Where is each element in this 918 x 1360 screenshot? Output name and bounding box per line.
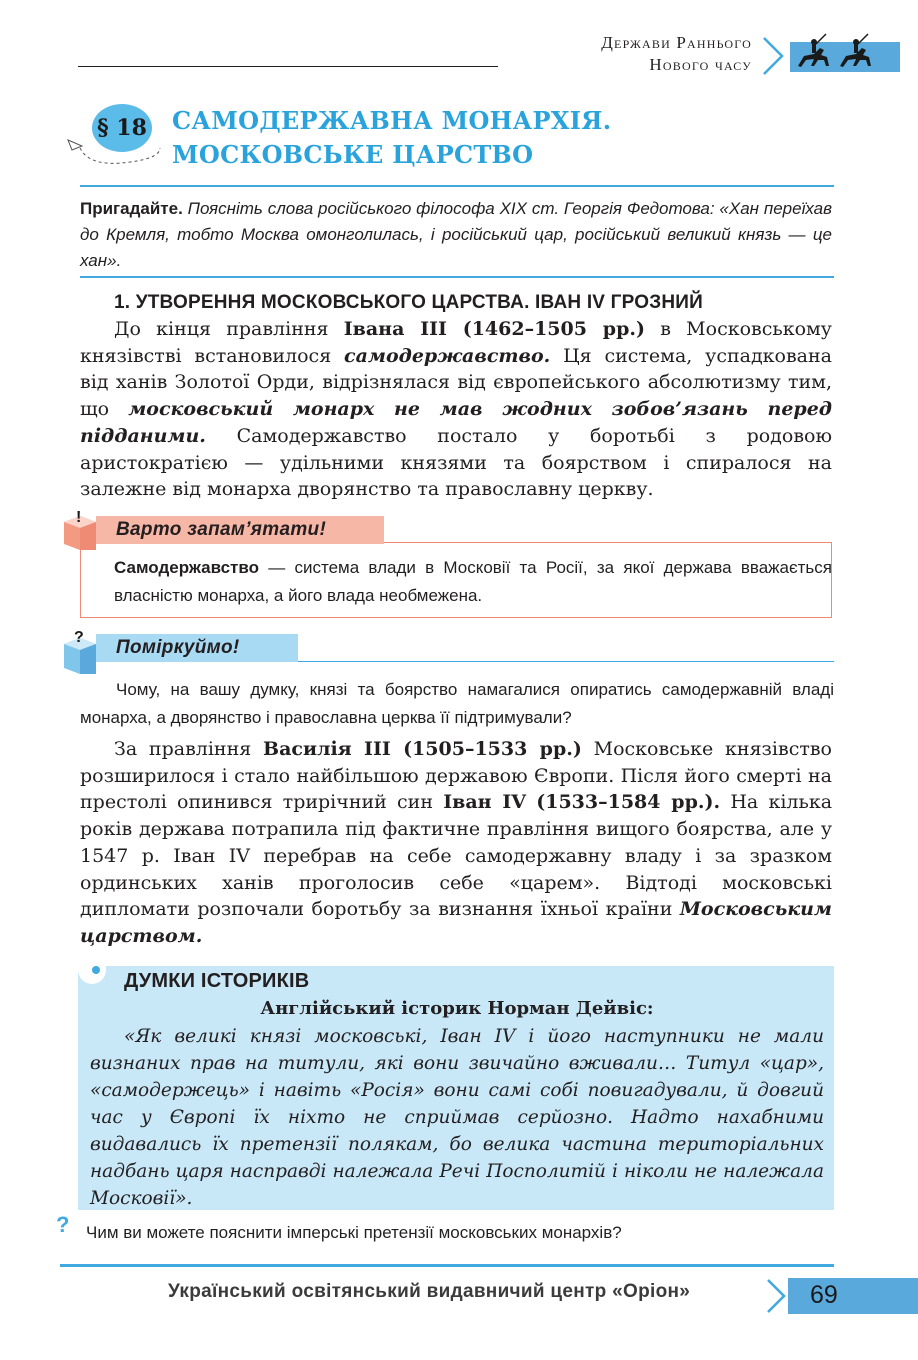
- publisher-name: Український освітянський видавничий центр «Оріон»: [168, 1281, 691, 1302]
- think-label: Поміркуймо!: [116, 637, 240, 658]
- section-number-badge: § 18: [92, 104, 152, 152]
- question-text: Чим ви можете пояснити імперські претензії московських монархів?: [86, 1223, 622, 1242]
- section-title-line1: САМОДЕРЖАВНА МОНАРХІЯ.: [172, 106, 612, 135]
- chevron-right-icon: [764, 1278, 790, 1314]
- horse-riders-icon: [790, 32, 900, 76]
- running-head: [601, 32, 752, 76]
- header-rule: [78, 66, 498, 67]
- para1-text-2: в Московському князівстві встановилося: [80, 318, 832, 367]
- para1-text-1: До кінця правління: [114, 318, 344, 340]
- question-mark-icon: ?: [56, 1212, 70, 1237]
- para2-bold-3: (1533–1584 рр.).: [536, 791, 721, 814]
- historians-author: Англійський історик Норман Дейвіс:: [260, 998, 654, 1019]
- recall-text: Поясніть слова російського філософа XIX ст. Георгія Федотова: «Хан переїхав до Кремля, тобто Москва омонголилась, і російський цар, російський великий князь — це хан».: [80, 199, 832, 270]
- page-number: 69: [810, 1281, 838, 1309]
- para2-text-4: На кілька років держава потрапила під фактичне правління вищого боярства, але у 1547 р. Іван IV перебрав на себе самодержавну владу і за зразком ординських ханів проголосив себе «царем». Відтоді московські дипломати розпочали боротьбу за визнання їхньої країни: [80, 791, 833, 921]
- para1-text-3: Ця система, успадкована від ханів Золотої Орди, відрізнялася від європейського абсолютизму тим, що: [80, 344, 832, 421]
- para2-bold-1: Василія III (1505–1533 рр.): [263, 738, 582, 760]
- para2-term-1: Московським царством.: [80, 898, 832, 947]
- para2-bold-2: Іван IV: [443, 791, 526, 814]
- recall-block: [80, 196, 832, 274]
- recall-bottom-rule: [80, 276, 834, 278]
- running-head-line1: Держави Раннього: [601, 33, 752, 52]
- historians-quote: «Як великі князі московські, Іван IV і його наступники не мали визнаних прав на титули, які вони звичайно вживали… Титул «цар», «самодержець» і навіть «Росія» вони самі собі повигадували, й довгий час у Європі їх ніхто не сприймав серйозно. Надто нахабними видавались їх претензії полякам, бо велика частина територіальних надбань царя насправді належала Речі Посполитій і ніколи не належала Московії».: [90, 1026, 824, 1209]
- running-head-line2: Нового часу: [649, 55, 752, 74]
- think-tab: [96, 634, 298, 662]
- para2-text-1: За правління: [114, 738, 264, 760]
- para2-text-3: [526, 791, 536, 813]
- section-title-line2: МОСКОВСЬКЕ ЦАРСТВО: [172, 140, 534, 169]
- svg-text:?: ?: [74, 629, 84, 646]
- remember-text: [80, 554, 832, 610]
- para1-text-4: Самодержавство постало у боротьбі з родовою аристократією — удільними князями та боярством і спиралося на залежне від монарха дворянство та православну церкву.: [80, 424, 832, 501]
- chevron-right-icon: [760, 36, 790, 76]
- remember-tab: [96, 516, 384, 544]
- remember-label: Варто запам’ятати!: [116, 519, 327, 540]
- recall-lead: Пригадайте.: [80, 199, 183, 218]
- subsection-heading: 1. УТВОРЕННЯ МОСКОВСЬКОГО ЦАРСТВА. ІВАН IV ГРОЗНИЙ: [114, 292, 703, 313]
- paragraph-1: [80, 316, 832, 503]
- think-text: [80, 676, 834, 732]
- historians-title: ДУМКИ ІСТОРИКІВ: [124, 970, 310, 992]
- para1-bold-1: Івана III (1462–1505 рр.): [343, 318, 645, 340]
- paragraph-2: [80, 736, 832, 950]
- section-title: [172, 104, 611, 172]
- think-rule: [298, 661, 834, 662]
- recall-top-rule: [80, 185, 834, 187]
- exclamation-cube-icon: [62, 508, 102, 552]
- para1-term-1: самодержавство.: [344, 344, 551, 367]
- remember-definition: — система влади в Московії та Росії, за якої держава вважається власністю монарха, а його влада необмежена.: [114, 558, 832, 605]
- para2-text-2: Московське князівство розширилося і стало найбільшою державою Європи. Після його смерті на престолі опинився трирічний син: [80, 738, 832, 814]
- question-rule: [60, 1264, 834, 1267]
- question-cube-icon: [62, 626, 102, 676]
- svg-text:!: !: [76, 509, 82, 526]
- think-question: Чому, на вашу думку, князі та боярство намагалися опиратись самодержавній владі монарха, а дворянство і православна церква її підтримували?: [80, 680, 834, 727]
- remember-term: Самодержавство: [114, 558, 259, 577]
- page-number-box: [788, 1278, 918, 1314]
- para1-term-2: московський монарх не мав жодних зобов’язань перед підданими.: [80, 398, 832, 447]
